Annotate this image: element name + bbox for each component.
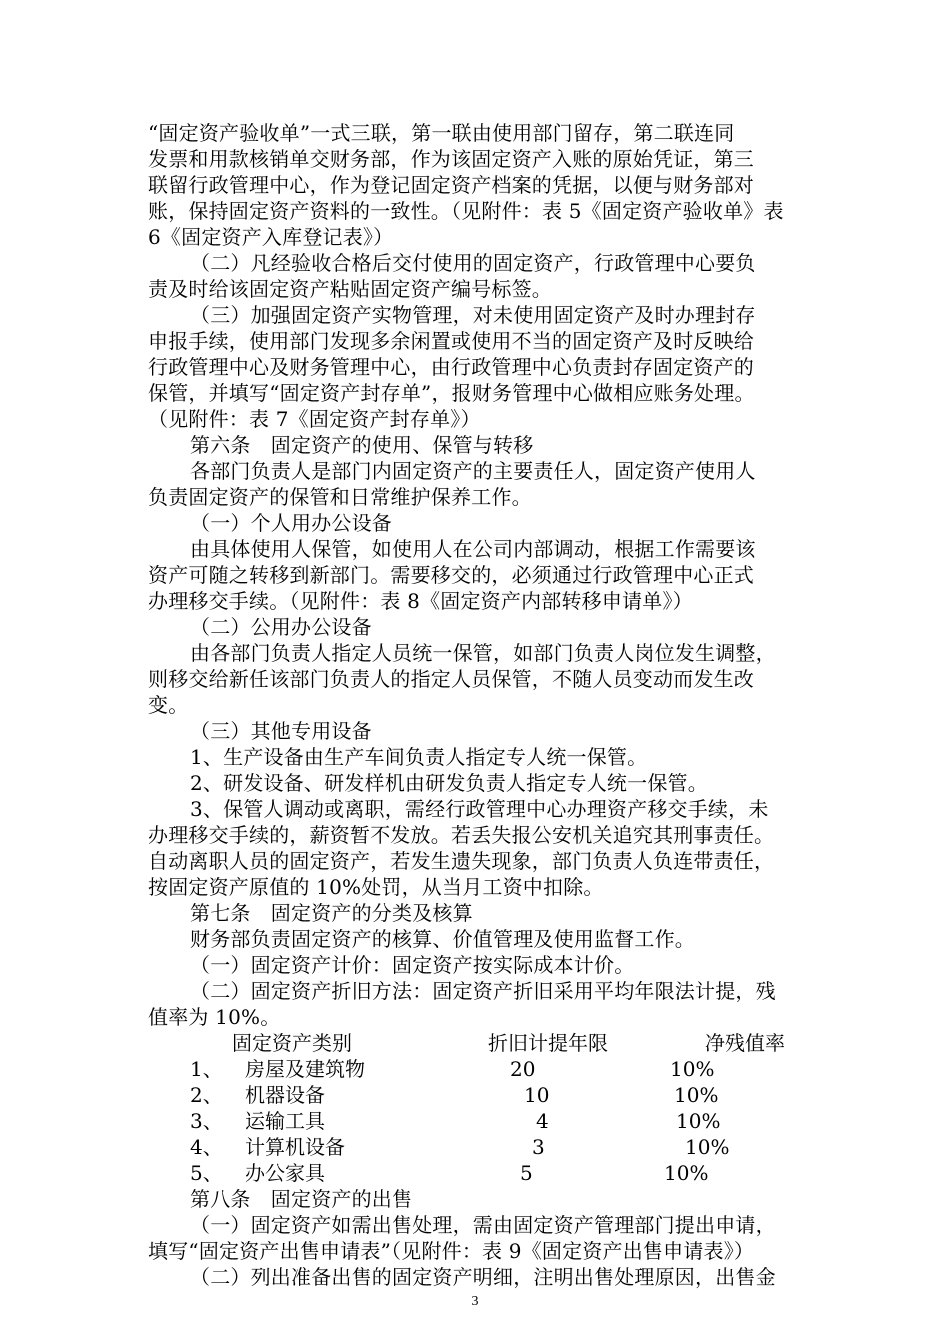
row-category: 运输工具 bbox=[245, 1109, 325, 1133]
text-line: （三）其他专用设备 bbox=[190, 719, 372, 743]
row-years: 3 bbox=[532, 1135, 545, 1159]
text-line: 2、研发设备、研发样机由研发负责人指定专人统一保管。 bbox=[190, 771, 708, 795]
text-line: 负责固定资产的保管和日常维护保养工作。 bbox=[148, 485, 532, 509]
text-line: （三）加强固定资产实物管理，对未使用固定资产及时办理封存 bbox=[190, 303, 756, 327]
text-line: （一）个人用办公设备 bbox=[190, 511, 392, 535]
table-header-category: 固定资产类别 bbox=[232, 1031, 352, 1055]
row-rate: 10% bbox=[674, 1083, 719, 1107]
row-rate: 10% bbox=[664, 1161, 709, 1185]
text-line: 6《固定资产入库登记表》） bbox=[148, 225, 394, 249]
text-line: 填写“固定资产出售申请表”（见附件：表 9《固定资产出售申请表》） bbox=[148, 1239, 755, 1263]
row-number: 4、 bbox=[190, 1135, 223, 1159]
text-line: 办理移交手续的，薪资暂不发放。若丢失报公安机关追究其刑事责任。 bbox=[148, 823, 775, 847]
text-line: “固定资产验收单”一式三联，第一联由使用部门留存，第二联连同 bbox=[148, 121, 735, 145]
text-line: 申报手续，使用部门发现多余闲置或使用不当的固定资产及时反映给 bbox=[148, 329, 754, 353]
text-line: （见附件：表 7《固定资产封存单》） bbox=[148, 407, 481, 431]
row-number: 1、 bbox=[190, 1057, 223, 1081]
text-line: 行政管理中心及财务管理中心，由行政管理中心负责封存固定资产的 bbox=[148, 355, 754, 379]
text-line: 保管，并填写“固定资产封存单”，报财务管理中心做相应账务处理。 bbox=[148, 381, 755, 405]
row-number: 5、 bbox=[190, 1161, 223, 1185]
text-line: 1、生产设备由生产车间负责人指定专人统一保管。 bbox=[190, 745, 648, 769]
text-line: （二）列出准备出售的固定资产明细，注明出售处理原因，出售金 bbox=[190, 1265, 776, 1289]
text-line: 3、保管人调动或离职，需经行政管理中心办理资产移交手续，未 bbox=[190, 797, 769, 821]
row-number: 3、 bbox=[190, 1109, 223, 1133]
text-line: （二）凡经验收合格后交付使用的固定资产，行政管理中心要负 bbox=[190, 251, 756, 275]
row-years: 5 bbox=[520, 1161, 533, 1185]
row-years: 10 bbox=[524, 1083, 550, 1107]
text-line: 值率为 10%。 bbox=[148, 1005, 281, 1029]
table-header-years: 折旧计提年限 bbox=[488, 1031, 608, 1055]
text-line: 自动离职人员的固定资产，若发生遗失现象，部门负责人负连带责任， bbox=[148, 849, 775, 873]
row-category: 机器设备 bbox=[245, 1083, 325, 1107]
text-line: 账，保持固定资产资料的一致性。（见附件：表 5《固定资产验收单》表 bbox=[148, 199, 784, 223]
article-heading: 第八条 固定资产的出售 bbox=[190, 1187, 413, 1211]
text-line: （一）固定资产计价：固定资产按实际成本计价。 bbox=[190, 953, 635, 977]
row-category: 房屋及建筑物 bbox=[245, 1057, 365, 1081]
row-rate: 10% bbox=[685, 1135, 730, 1159]
row-years: 20 bbox=[510, 1057, 536, 1081]
text-line: 由各部门负责人指定人员统一保管，如部门负责人岗位发生调整， bbox=[190, 641, 776, 665]
row-category: 办公家具 bbox=[245, 1161, 325, 1185]
text-line: 发票和用款核销单交财务部，作为该固定资产入账的原始凭证，第三 bbox=[148, 147, 754, 171]
row-number: 2、 bbox=[190, 1083, 223, 1107]
text-line: 办理移交手续。（见附件：表 8《固定资产内部转移申请单》） bbox=[148, 589, 693, 613]
page-number: 3 bbox=[471, 1294, 479, 1309]
text-line: 资产可随之转移到新部门。需要移交的，必须通过行政管理中心正式 bbox=[148, 563, 754, 587]
text-line: （二）固定资产折旧方法：固定资产折旧采用平均年限法计提，残 bbox=[190, 979, 776, 1003]
text-line: 由具体使用人保管，如使用人在公司内部调动，根据工作需要该 bbox=[190, 537, 756, 561]
row-rate: 10% bbox=[676, 1109, 721, 1133]
article-heading: 第六条 固定资产的使用、保管与转移 bbox=[190, 433, 534, 457]
text-line: 各部门负责人是部门内固定资产的主要责任人，固定资产使用人 bbox=[190, 459, 756, 483]
row-years: 4 bbox=[536, 1109, 549, 1133]
text-line: 变。 bbox=[148, 693, 189, 717]
text-line: 责及时给该固定资产粘贴固定资产编号标签。 bbox=[148, 277, 552, 301]
text-line: 联留行政管理中心，作为登记固定资产档案的凭据，以便与财务部对 bbox=[148, 173, 754, 197]
text-line: 则移交给新任该部门负责人的指定人员保管，不随人员变动而发生改 bbox=[148, 667, 754, 691]
text-line: 按固定资产原值的 10%处罚，从当月工资中扣除。 bbox=[148, 875, 604, 899]
text-line: （二）公用办公设备 bbox=[190, 615, 372, 639]
table-header-rate: 净残值率 bbox=[705, 1031, 785, 1055]
row-rate: 10% bbox=[670, 1057, 715, 1081]
article-heading: 第七条 固定资产的分类及核算 bbox=[190, 901, 473, 925]
text-line: （一）固定资产如需出售处理，需由固定资产管理部门提出申请， bbox=[190, 1213, 776, 1237]
row-category: 计算机设备 bbox=[245, 1135, 345, 1159]
text-line: 财务部负责固定资产的核算、价值管理及使用监督工作。 bbox=[190, 927, 695, 951]
